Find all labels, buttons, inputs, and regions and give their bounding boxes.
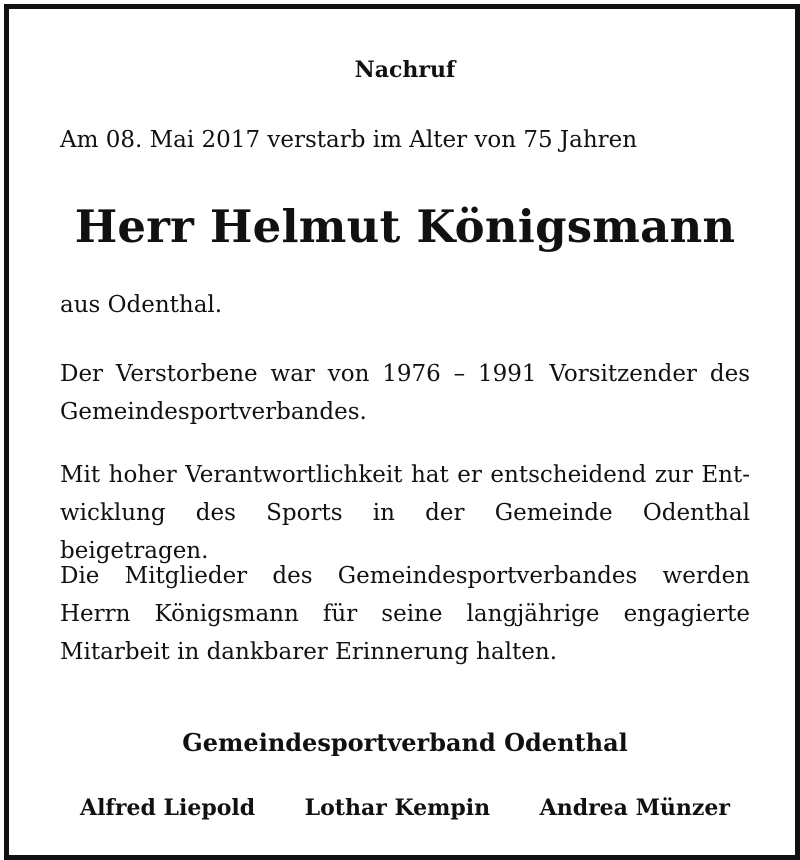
paragraph-remembrance: Die Mitglieder des Gemeindesportverbandes werden Herrn Königsmann für seine langjährige engagierte Mitarbeit in dankbarer Erinnerung halten. (60, 563, 750, 665)
signer-name: Lothar Kempin (304, 795, 491, 821)
signer-name: Andrea Münzer (539, 795, 730, 821)
notice-heading: Nachruf (354, 57, 456, 83)
paragraph-contribution: Mit hoher Verantwortlichkeit hat er entscheidend zur Entwicklung des Sports in der Gemeinde Odenthal beigetragen. (60, 462, 750, 564)
notice-border (4, 4, 800, 860)
signers-row (60, 793, 750, 823)
paragraph-tenure: Der Verstorbene war von 1976 – 1991 Vorsitzender des Gemeindesportverbandes. (60, 361, 750, 425)
signer-name: Alfred Liepold (80, 795, 256, 821)
death-announcement: Am 08. Mai 2017 verstarb im Alter von 75 Jahren (60, 127, 638, 153)
hometown: aus Odenthal. (60, 292, 223, 318)
organization-name: Gemeindesportverband Odenthal (182, 728, 628, 757)
deceased-name: Herr Helmut Königsmann (74, 200, 736, 253)
